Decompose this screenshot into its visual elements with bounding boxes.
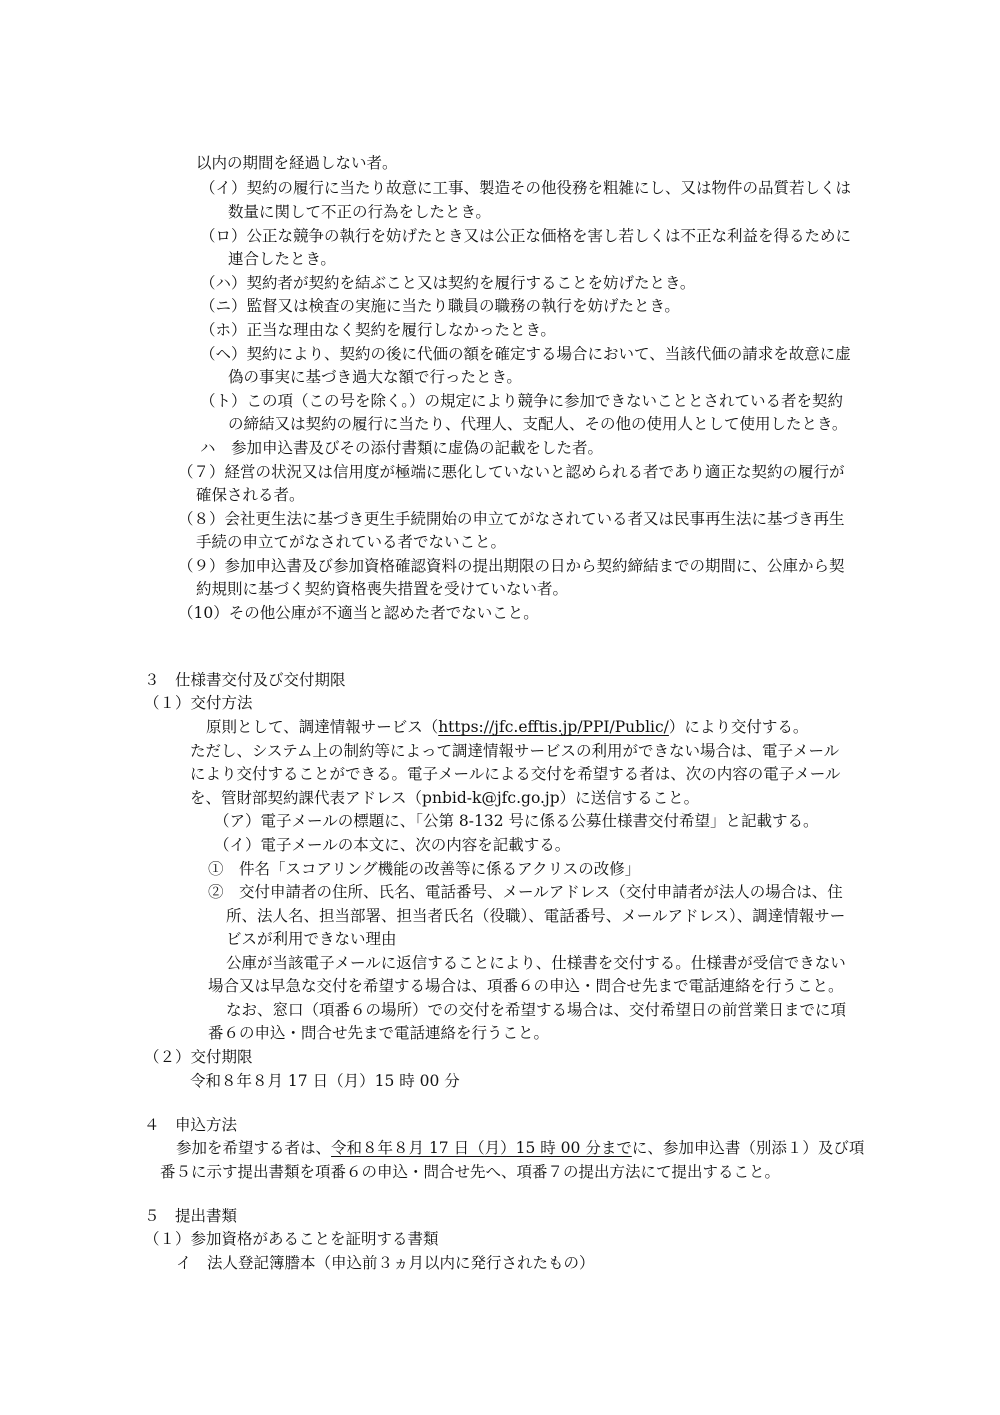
text-line: （ア）電子メールの標題に、「公第 8-132 号に係る公募仕様書交付希望」と記載する。 [214,812,819,830]
text-line: 番５に示す提出書類を項番６の申込・問合せ先へ、項番７の提出方法にて提出すること。 [160,1163,781,1181]
text-line: （７）経営の状況又は信用度が極端に悪化していないと認められる者であり適正な契約の履行が [178,463,845,481]
text-line: 以内の期間を経過しない者。 [196,154,398,172]
text-line: ビスが利用できない理由 [226,930,397,948]
text-line: 確保される者。 [196,486,305,504]
text-line: （ハ）契約者が契約を結ぶこと又は契約を履行することを妨げたとき。 [200,274,696,292]
text-line: ① 件名「スコアリング機能の改善等に係るアクリスの改修」 [208,860,641,878]
text-line: 場合又は早急な交付を希望する場合は、項番６の申込・問合せ先まで電話連絡を行うこと。 [208,977,844,995]
text-line: ② 交付申請者の住所、氏名、電話番号、メールアドレス（交付申請者が法人の場合は、住 [208,883,843,901]
text-line: 数量に関して不正の行為をしたとき。 [228,203,491,221]
text-line: （８）会社更生法に基づき更生手続開始の申立てがなされている者又は民事再生法に基づき再生 [178,510,845,528]
text-line: （ト）この項（この号を除く。）の規定により競争に参加できないこととされている者を契約 [200,392,843,410]
text-line: 令和８年８月 17 日（月）15 時 00 分 [190,1072,460,1090]
text-line: （９）参加申込書及び参加資格確認資料の提出期限の日から契約締結までの期間に、公庫から契 [178,557,845,575]
text-line: ハ 参加申込書及びその添付書類に虚偽の記載をした者。 [200,439,604,457]
text-line: （イ）電子メールの本文に、次の内容を記載する。 [214,836,571,854]
text-line: により交付することができる。電子メールによる交付を希望する者は、次の内容の電子メール [190,765,841,783]
text-line: 約規則に基づく契約資格喪失措置を受けていない者。 [196,580,569,598]
text-line: ただし、システム上の制約等によって調達情報サービスの利用ができない場合は、電子メール [190,742,840,760]
text-line: 所、法人名、担当部署、担当者氏名（役職）、電話番号、メールアドレス）、調達情報サー [226,907,846,925]
section-heading: ４ 申込方法 [144,1116,238,1134]
text-line: （ロ）公正な競争の執行を妨げたとき又は公正な価格を害し若しくは不正な利益を得るために [200,227,852,245]
text-line: （ヘ）契約により、契約の後に代価の額を確定する場合において、当該代価の請求を故意に虚 [200,345,851,363]
text-line: 公庫が当該電子メールに返信することにより、仕様書を交付する。仕様書が受信できない [226,954,846,972]
text-line: イ 法人登記簿謄本（申込前３ヵ月以内に発行されたもの） [176,1254,595,1272]
text-line: の締結又は契約の履行に当たり、代理人、支配人、その他の使用人として使用したとき。 [228,415,848,433]
text-line: 原則として、調達情報サービス（https://jfc.efftis.jp/PPI/Public/）により交付する。 [206,718,809,736]
text-line: を、管財部契約課代表アドレス（pnbid-k@jfc.go.jp）に送信すること。 [190,789,700,807]
text-line: 番６の申込・問合せ先まで電話連絡を行うこと。 [208,1024,550,1042]
text-line: 連合したとき。 [228,250,336,268]
text-line: （10）その他公庫が不適当と認めた者でないこと。 [178,604,539,622]
text-line: （ニ）監督又は検査の実施に当たり職員の職務の執行を妨げたとき。 [200,297,680,315]
subsection-heading: （２）交付期限 [144,1048,253,1066]
text-line: 参加を希望する者は、令和８年８月 17 日（月）15 時 00 分までに、参加申込書（別添１）及び項 [176,1139,865,1157]
section-heading: ５ 提出書類 [144,1207,238,1225]
section-heading: ３ 仕様書交付及び交付期限 [144,671,346,689]
text-line: なお、窓口（項番６の場所）での交付を希望する場合は、交付希望日の前営業日までに項 [226,1001,847,1019]
text-line: 手続の申立てがなされている者でないこと。 [196,533,507,551]
text-line: 偽の事実に基づき過大な額で行ったとき。 [228,368,522,386]
deadline-underlined: 令和８年８月 17 日（月）15 時 00 分まで [331,1139,632,1157]
text-line: （ホ）正当な理由なく契約を履行しなかったとき。 [200,321,556,339]
subsection-heading: （１）参加資格があることを証明する書類 [144,1230,439,1248]
text-line: （イ）契約の履行に当たり故意に工事、製造その他役務を粗雑にし、又は物件の品質若しくは [200,179,852,197]
subsection-heading: （１）交付方法 [144,694,253,712]
procurement-service-link[interactable]: https://jfc.efftis.jp/PPI/Public/ [438,718,669,736]
